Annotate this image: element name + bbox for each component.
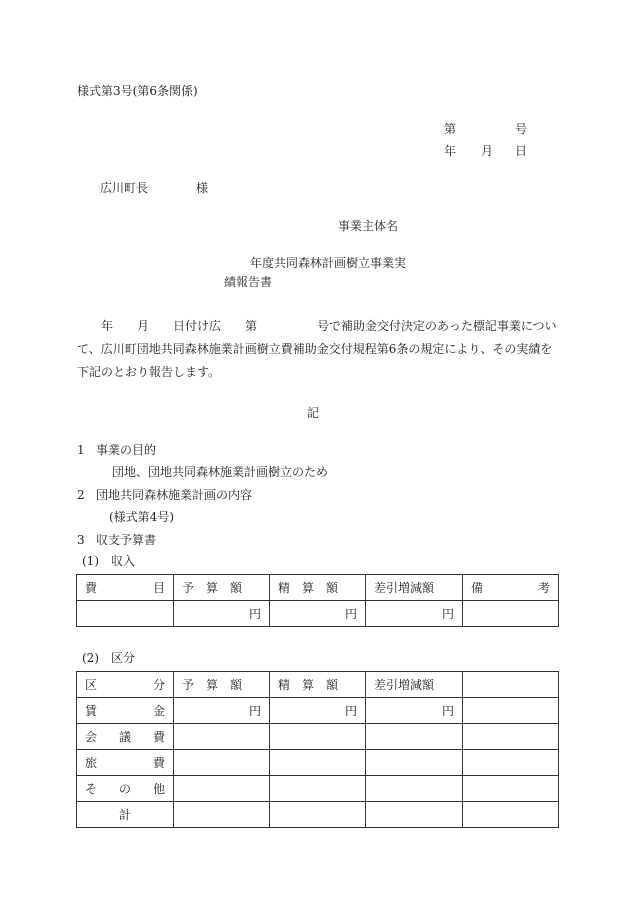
table-cell: 円 bbox=[174, 698, 270, 724]
table-cell bbox=[366, 724, 463, 750]
table-cell bbox=[463, 776, 559, 802]
table-cell bbox=[174, 776, 270, 802]
header-cell-budget: 予 算 額 bbox=[174, 575, 270, 601]
date-day: 日 bbox=[515, 144, 528, 158]
item-3-number: 3 bbox=[77, 533, 85, 547]
table-cell: 円 bbox=[366, 601, 463, 627]
header-cell-settlement: 精 算 額 bbox=[270, 575, 366, 601]
table-cell: 円 bbox=[366, 698, 463, 724]
ki-heading: 記 bbox=[307, 406, 320, 420]
header-cell-difference: 差引増減額 bbox=[366, 575, 463, 601]
item-1-number: 1 bbox=[77, 443, 85, 457]
table-cell bbox=[463, 698, 559, 724]
table-cell bbox=[174, 802, 270, 828]
item-1-detail: 団地、団地共同森林施業計画樹立のため bbox=[112, 465, 329, 479]
table-cell bbox=[366, 802, 463, 828]
table-cell: 円 bbox=[174, 601, 270, 627]
table-cell bbox=[463, 750, 559, 776]
item-2-heading: 団地共同森林施業計画の内容 bbox=[96, 488, 253, 502]
addressee-name: 広川町長 bbox=[100, 181, 149, 195]
table-cell bbox=[270, 750, 366, 776]
row-label-total: 計 bbox=[77, 802, 174, 828]
table-cell bbox=[463, 601, 559, 627]
applicant-label: 事業主体名 bbox=[338, 219, 399, 233]
table-cell bbox=[174, 750, 270, 776]
table-cell bbox=[174, 724, 270, 750]
table-header-row bbox=[77, 672, 559, 698]
item-3-heading: 収支予算書 bbox=[96, 533, 157, 547]
date-year: 年 bbox=[444, 144, 457, 158]
form-label: 様式第3号(第6条関係) bbox=[77, 84, 198, 98]
document-title-line2: 績報告書 bbox=[224, 275, 273, 289]
table-row bbox=[77, 776, 559, 802]
row-label-wages: 賃 金 bbox=[77, 698, 174, 724]
table-header-row bbox=[77, 575, 559, 601]
table-cell: 円 bbox=[270, 698, 366, 724]
doc-number-dai: 第 bbox=[444, 122, 457, 136]
doc-number-go: 号 bbox=[515, 122, 528, 136]
addressee-honorific: 様 bbox=[196, 181, 209, 195]
header-cell-difference: 差引増減額 bbox=[366, 672, 463, 698]
report-body-text: 年 月 日付け広 第 号で補助金交付決定のあった標記事業について、広川町団地共同森林施業計画樹立費補助金交付規程第6条の規定により、その実績を下記のとおり報告します。 bbox=[77, 319, 557, 379]
item-2-number: 2 bbox=[77, 488, 85, 502]
row-label-travel-expenses: 旅 費 bbox=[77, 750, 174, 776]
income-table bbox=[76, 574, 559, 627]
table-cell bbox=[270, 776, 366, 802]
table-cell: 円 bbox=[270, 601, 366, 627]
table-cell bbox=[463, 724, 559, 750]
row-label-other: そ の 他 bbox=[77, 776, 174, 802]
section-1-label: (1) 収入 bbox=[82, 554, 135, 568]
document-title-line1: 年度共同森林計画樹立事業実 bbox=[250, 256, 407, 270]
item-2-detail: (様式第4号) bbox=[109, 510, 174, 524]
table-cell bbox=[366, 776, 463, 802]
section-2-label: (2) 区分 bbox=[82, 651, 135, 665]
header-cell-item: 費 目 bbox=[77, 575, 174, 601]
table-cell bbox=[463, 802, 559, 828]
table-row bbox=[77, 698, 559, 724]
item-1-heading: 事業の目的 bbox=[96, 443, 157, 457]
expense-table bbox=[76, 671, 559, 828]
table-cell bbox=[270, 724, 366, 750]
header-cell-category: 区 分 bbox=[77, 672, 174, 698]
table-row bbox=[77, 802, 559, 828]
header-cell-settlement: 精 算 額 bbox=[270, 672, 366, 698]
table-cell bbox=[270, 802, 366, 828]
row-label-meeting-expenses: 会 議 費 bbox=[77, 724, 174, 750]
date-month: 月 bbox=[481, 144, 494, 158]
header-cell-remarks: 備 考 bbox=[463, 575, 559, 601]
header-cell-blank bbox=[463, 672, 559, 698]
table-row bbox=[77, 601, 559, 627]
table-cell bbox=[366, 750, 463, 776]
header-cell-budget: 予 算 額 bbox=[174, 672, 270, 698]
table-row bbox=[77, 750, 559, 776]
table-row bbox=[77, 724, 559, 750]
table-cell bbox=[77, 601, 174, 627]
